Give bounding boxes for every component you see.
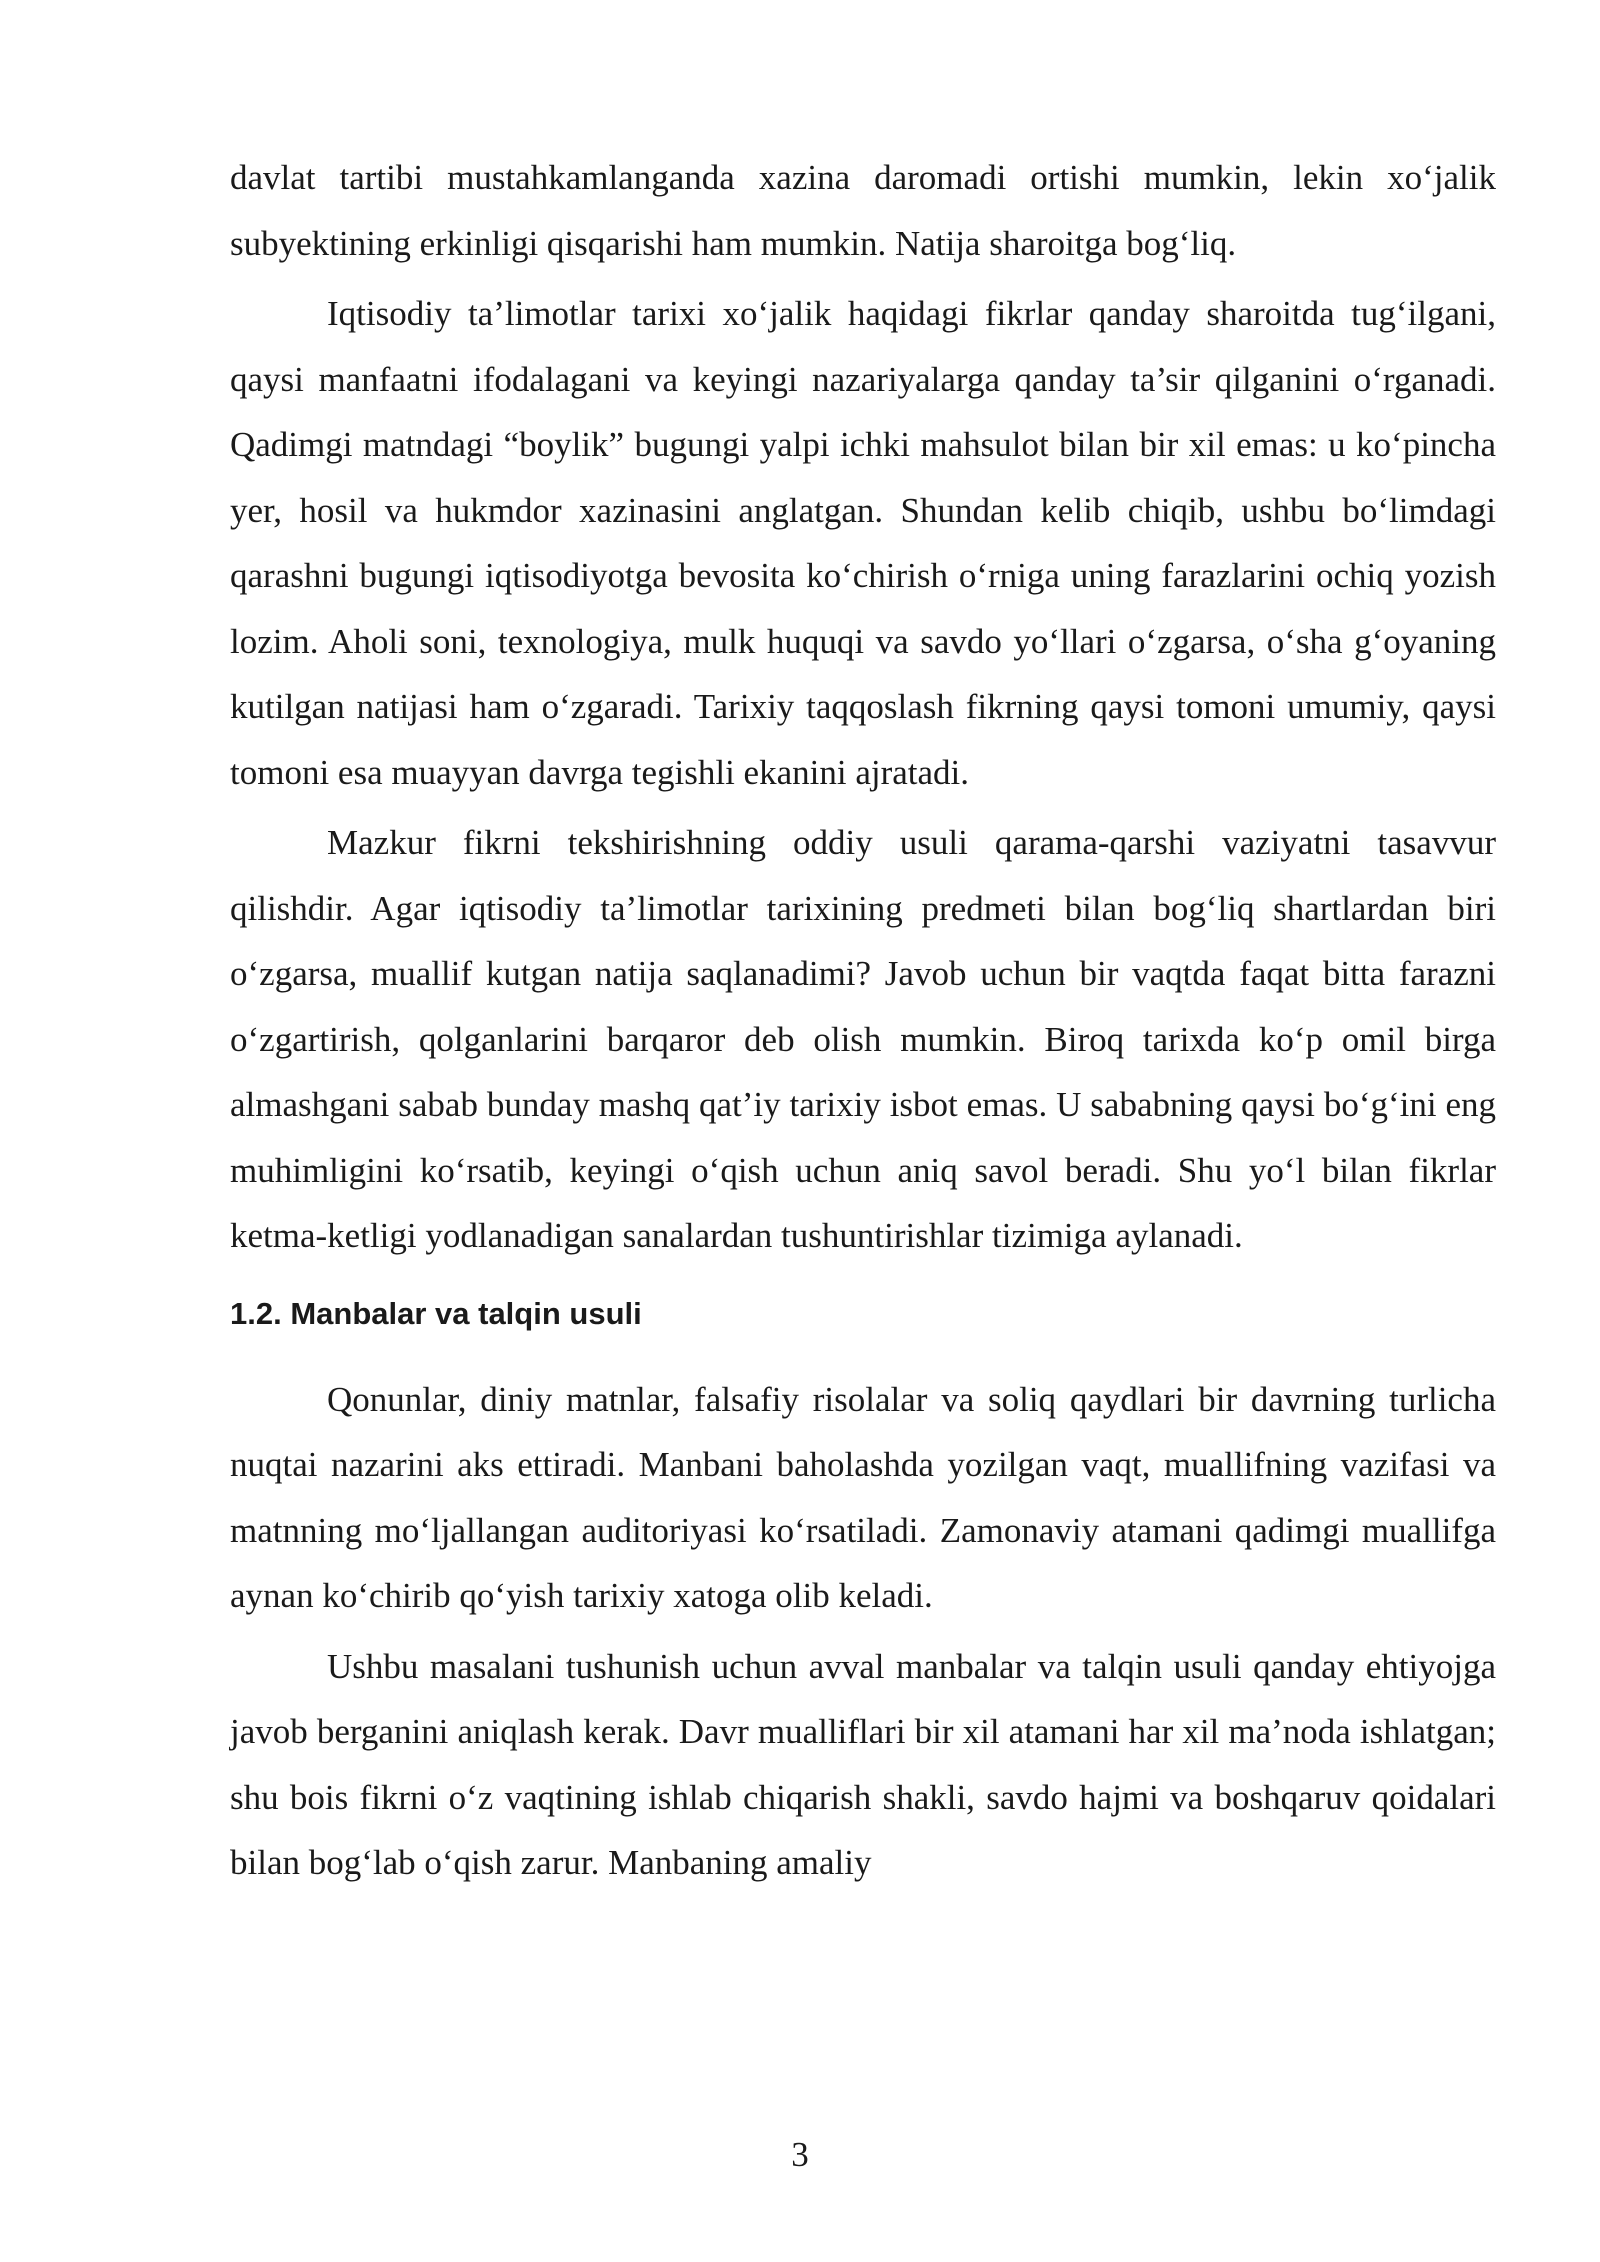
- section-heading: 1.2. Manbalar va talqin usuli: [230, 1295, 642, 1331]
- paragraph-continued: davlat tartibi mustahkamlanganda xazina daromadi ortishi mumkin, lekin xo‘jalik subyektining erkinligi qisqarishi ham mumkin. Natija sharoitga bog‘liq.: [230, 158, 1496, 263]
- page-number: 3: [791, 2135, 809, 2174]
- paragraph-last: Ushbu masalani tushunish uchun avval manbalar va talqin usuli qanday ehtiyojga javob berganini aniqlash kerak. Davr mualliflari bir xil atamani har xil ma’noda ishlatgan; shu bois fikrni o‘z vaqtining ishlab chiqarish shakli, savdo hajmi va boshqaruv qoidalari bilan bog‘lab o‘qish zarur. Manbaning amaliy: [230, 1646, 1496, 1882]
- paragraph: Qonunlar, diniy matnlar, falsafiy risolalar va soliq qaydlari bir davrning turlicha nuqtai nazarini aks ettiradi. Manbani baholashda yozilgan vaqt, muallifning vazifasi va matnning mo‘ljallangan auditoriyasi ko‘rsatiladi. Zamonaviy atamani qadimgi muallifga aynan ko‘chirib qo‘yish tarixiy xatoga olib keladi.: [230, 1379, 1496, 1615]
- page-content: [230, 145, 1496, 1901]
- paragraph: Iqtisodiy ta’limotlar tarixi xo‘jalik haqidagi fikrlar qanday sharoitda tug‘ilgani, qaysi manfaatni ifodalagani va keyingi nazariyalarga qanday ta’sir qilganini o‘rganadi. Qadimgi matndagi “boylik” bugungi yalpi ichki mahsulot bilan bir xil emas: u ko‘pincha yer, hosil va hukmdor xazinasini anglatgan. Shundan kelib chiqib, ushbu bo‘limdagi qarashni bugungi iqtisodiyotga bevosita ko‘chirish o‘rniga uning farazlarini ochiq yozish lozim. Aholi soni, texnologiya, mulk huquqi va savdo yo‘llari o‘zgarsa, o‘sha g‘oyaning kutilgan natijasi ham o‘zgaradi. Tarixiy taqqoslash fikrning qaysi tomoni umumiy, qaysi tomoni esa muayyan davrga tegishli ekanini ajratadi.: [230, 294, 1496, 792]
- paragraph: Mazkur fikrni tekshirishning oddiy usuli qarama-qarshi vaziyatni tasavvur qilishdir. Agar iqtisodiy ta’limotlar tarixining predmeti bilan bog‘liq shartlardan biri o‘zgarsa, muallif kutgan natija saqlanadimi? Javob uchun bir vaqtda faqat bitta farazni o‘zgartirish, qolganlarini barqaror deb olish mumkin. Biroq tarixda ko‘p omil birga almashgani sabab bunday mashq qat’iy tarixiy isbot emas. U sababning qaysi bo‘g‘ini eng muhimligini ko‘rsatib, keyingi o‘qish uchun aniq savol beradi. Shu yo‘l bilan fikrlar ketma-ketligi yodlanadigan sanalardan tushuntirishlar tizimiga aylanadi.: [230, 823, 1496, 1255]
